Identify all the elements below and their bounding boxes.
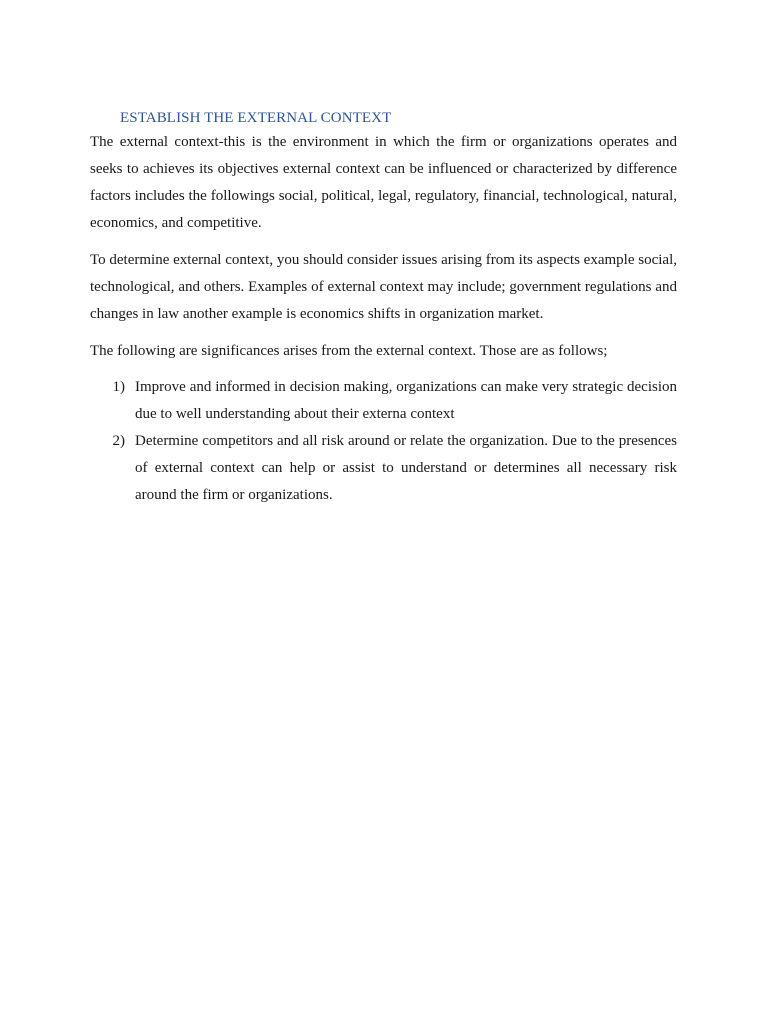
section-heading: ESTABLISH THE EXTERNAL CONTEXT — [120, 110, 392, 126]
paragraph-determine-external-context: To determine external context, you should consider issues arising from its aspects example social, technological, and others. Examples of external context may include; government regulations and changes in law another example is economics shifts in organization market. — [90, 252, 677, 322]
list-item-text: Improve and informed in decision making, organizations can make very strategic decision due to well understanding about their externa context — [135, 379, 677, 422]
document-body — [90, 107, 677, 509]
list-item-text: Determine competitors and all risk around or relate the organization. Due to the presences of external context can help or assist to understand or determines all necessary risk around the firm or organizations. — [135, 433, 677, 503]
list-item — [90, 374, 677, 428]
list-item-number: 1) — [112, 379, 125, 395]
list-item — [90, 428, 677, 509]
list-item-number: 2) — [112, 433, 125, 449]
significances-list — [90, 374, 677, 509]
paragraph-significances-intro: The following are significances arises from the external context. Those are as follows; — [90, 343, 608, 359]
paragraph-external-context-definition: The external context-this is the environment in which the firm or organizations operates and seeks to achieves its objectives external context can be influenced or characterized by difference factors includes the followings social, political, legal, regulatory, financial, technological, natural, economics, and competitive. — [90, 134, 677, 231]
